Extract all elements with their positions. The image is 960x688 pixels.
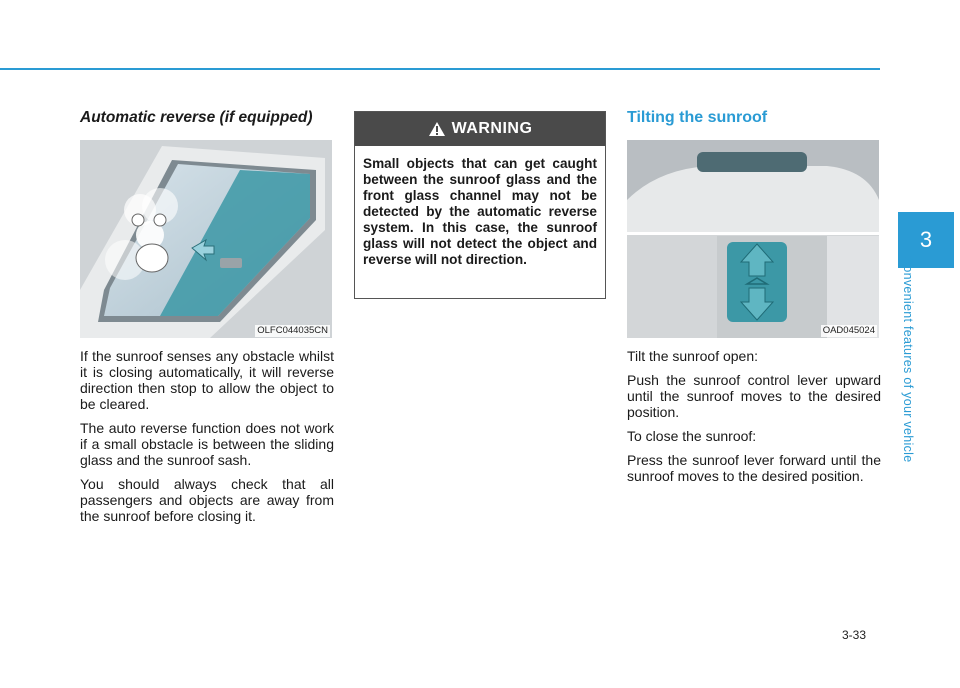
left-column xyxy=(80,108,334,532)
sunroof-tilt-drawing xyxy=(627,140,879,338)
chapter-tab: 3 xyxy=(898,212,954,268)
right-column xyxy=(627,108,881,492)
sunroof-tilt-illustration xyxy=(627,140,879,338)
paragraph: To close the sunroof: xyxy=(627,428,757,444)
page-number: 3-33 xyxy=(842,628,867,642)
warning-header xyxy=(355,112,605,146)
figure-code: OLFC044035CN xyxy=(257,325,328,336)
paragraph: The auto reverse function does not work if a small obstacle is between the sliding glass and the sunroof sash. xyxy=(80,420,334,468)
section-heading-tilting: Tilting the sunroof xyxy=(627,109,768,126)
middle-column xyxy=(354,111,606,299)
paragraph: Push the sunroof control lever upward until the sunroof moves to the desired position. xyxy=(627,372,881,420)
paragraph: Press the sunroof lever forward until the sunroof moves to the desired position. xyxy=(627,452,881,484)
chapter-title-vertical xyxy=(901,256,933,496)
paragraph: Tilt the sunroof open: xyxy=(627,348,759,364)
sunroof-obstacle-illustration xyxy=(80,140,332,338)
chapter-title: Convenient features of your vehicle xyxy=(901,256,915,463)
paragraph: If the sunroof senses any obstacle whilst it is closing automatically, it will reverse direction then stop to allow the object to be cleared. xyxy=(80,348,334,412)
header-rule xyxy=(0,68,880,70)
sunroof-obstacle-drawing xyxy=(80,140,332,338)
figure-code: OAD045024 xyxy=(822,325,875,336)
warning-box xyxy=(354,111,606,299)
warning-triangle-icon xyxy=(428,121,446,137)
paragraph: You should always check that all passengers and objects are away from the sunroof before closing it. xyxy=(80,476,334,524)
warning-title: WARNING xyxy=(451,120,533,137)
section-heading-automatic-reverse: Automatic reverse (if equipped) xyxy=(80,109,313,126)
warning-text: Small objects that can get caught between the sunroof glass and the front glass channel may not be detected by the automatic reverse system. In this case, the sunroof glass will not detect the object and reverse will not direction. xyxy=(363,156,597,267)
